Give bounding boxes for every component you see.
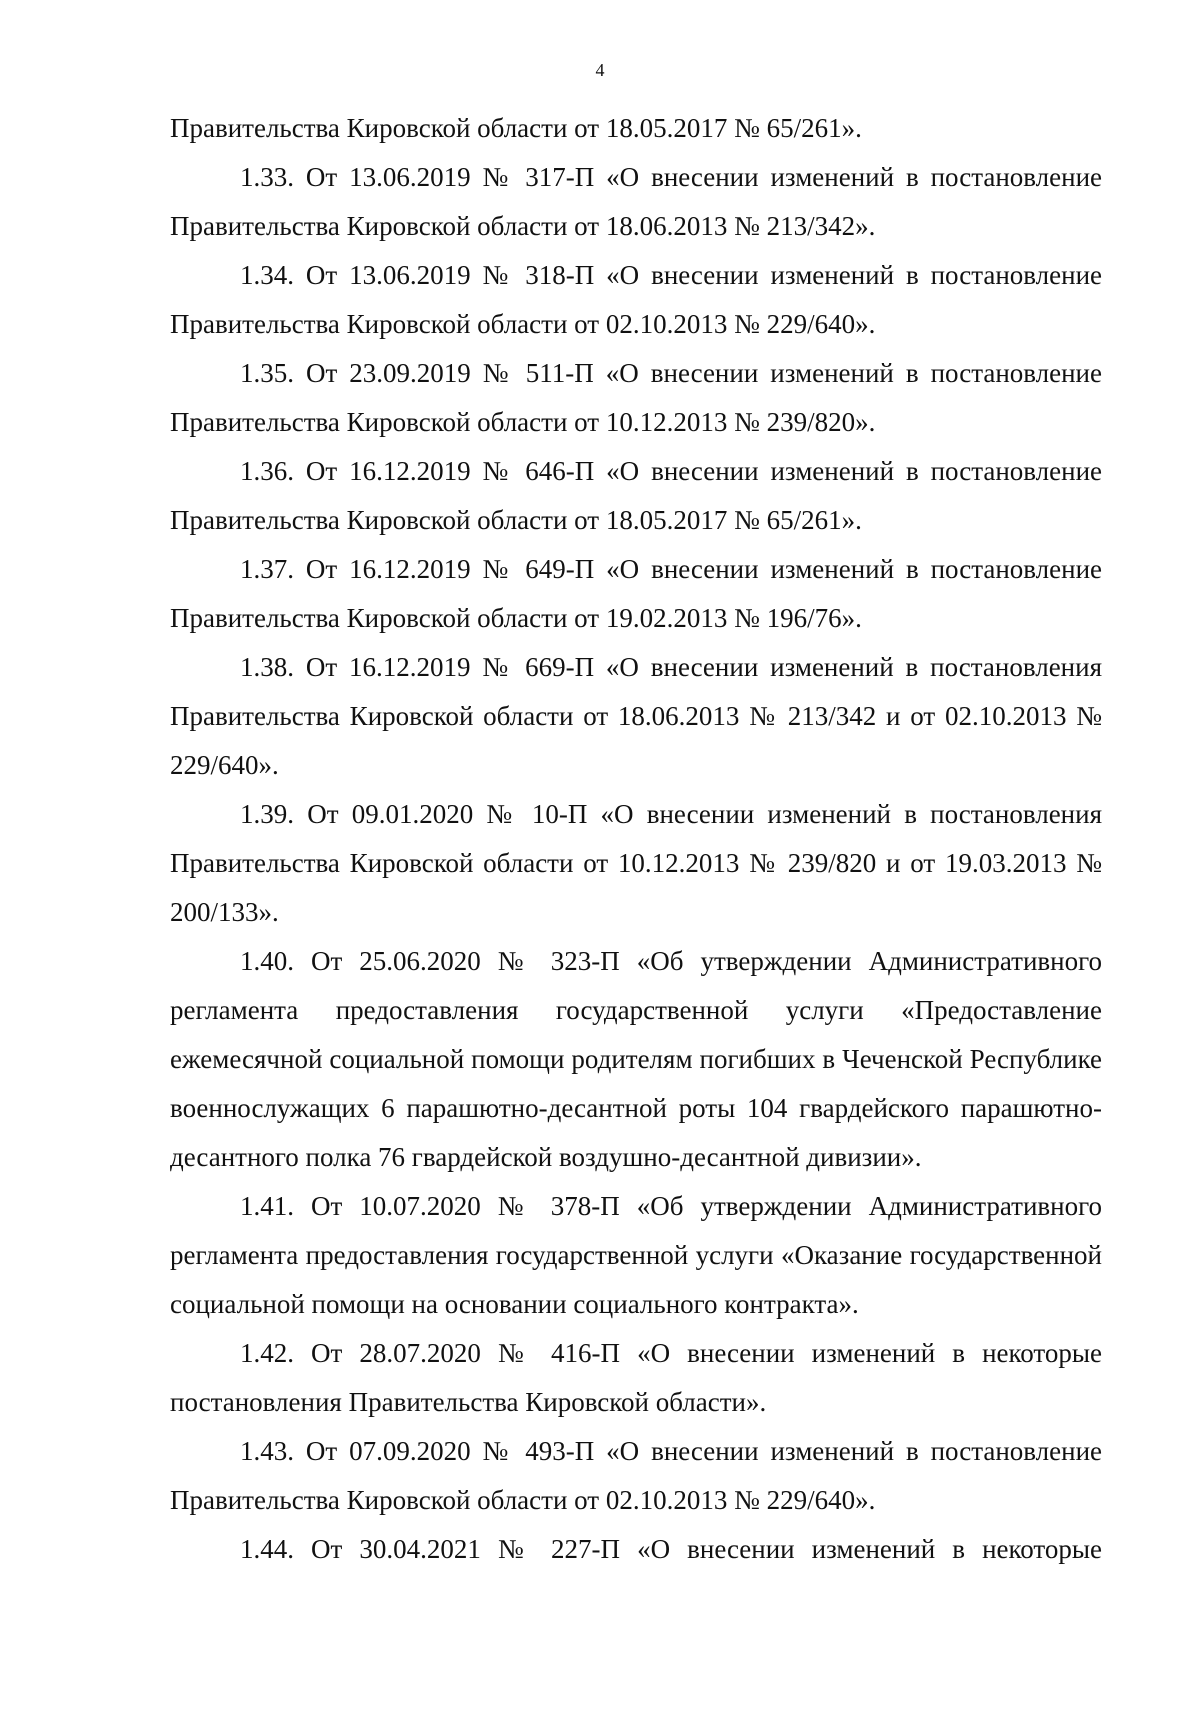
paragraph-item-1-41: 1.41. От 10.07.2020 № 378-П «Об утверждении Административного регламента предоставления государственной услуги «Оказание государственной социальной помощи на основании социального контракта».	[170, 1191, 1102, 1319]
paragraph-continuation: Правительства Кировской области от 18.05.2017 № 65/261».	[170, 113, 862, 143]
paragraph-item-1-37: 1.37. От 16.12.2019 № 649-П «О внесении изменений в постановление Правительства Кировской области от 19.02.2013 № 196/76».	[170, 554, 1102, 633]
paragraph-item-1-34: 1.34. От 13.06.2019 № 318-П «О внесении изменений в постановление Правительства Кировской области от 02.10.2013 № 229/640».	[170, 260, 1102, 339]
paragraph-item-1-35: 1.35. От 23.09.2019 № 511-П «О внесении изменений в постановление Правительства Кировской области от 10.12.2013 № 239/820».	[170, 358, 1102, 437]
paragraph-item-1-39: 1.39. От 09.01.2020 № 10-П «О внесении изменений в постановления Правительства Кировской области от 10.12.2013 № 239/820 и от 19.03.2013 № 200/133».	[170, 799, 1102, 927]
paragraph-item-1-43: 1.43. От 07.09.2020 № 493-П «О внесении изменений в постановление Правительства Кировской области от 02.10.2013 № 229/640».	[170, 1436, 1102, 1515]
paragraph-item-1-44: 1.44. От 30.04.2021 № 227-П «О внесении изменений в некоторые	[240, 1534, 1102, 1564]
document-body	[170, 104, 1102, 1574]
paragraph-item-1-38: 1.38. От 16.12.2019 № 669-П «О внесении изменений в постановления Правительства Кировской области от 18.06.2013 № 213/342 и от 02.10.2013 № 229/640».	[170, 652, 1102, 780]
paragraph-item-1-40: 1.40. От 25.06.2020 № 323-П «Об утверждении Административного регламента предоставления государственной услуги «Предоставление ежемесячной социальной помощи родителям погибших в Чеченской Республике военнослужащих 6 парашютно-десантной роты 104 гвардейского парашютно-десантного полка 76 гвардейской воздушно-десантной дивизии».	[170, 946, 1102, 1172]
paragraph-item-1-36: 1.36. От 16.12.2019 № 646-П «О внесении изменений в постановление Правительства Кировской области от 18.05.2017 № 65/261».	[170, 456, 1102, 535]
paragraph-item-1-33: 1.33. От 13.06.2019 № 317-П «О внесении изменений в постановление Правительства Кировской области от 18.06.2013 № 213/342».	[170, 162, 1102, 241]
paragraph-item-1-42: 1.42. От 28.07.2020 № 416-П «О внесении изменений в некоторые постановления Правительства Кировской области».	[170, 1338, 1102, 1417]
page-number: 4	[595, 60, 605, 80]
